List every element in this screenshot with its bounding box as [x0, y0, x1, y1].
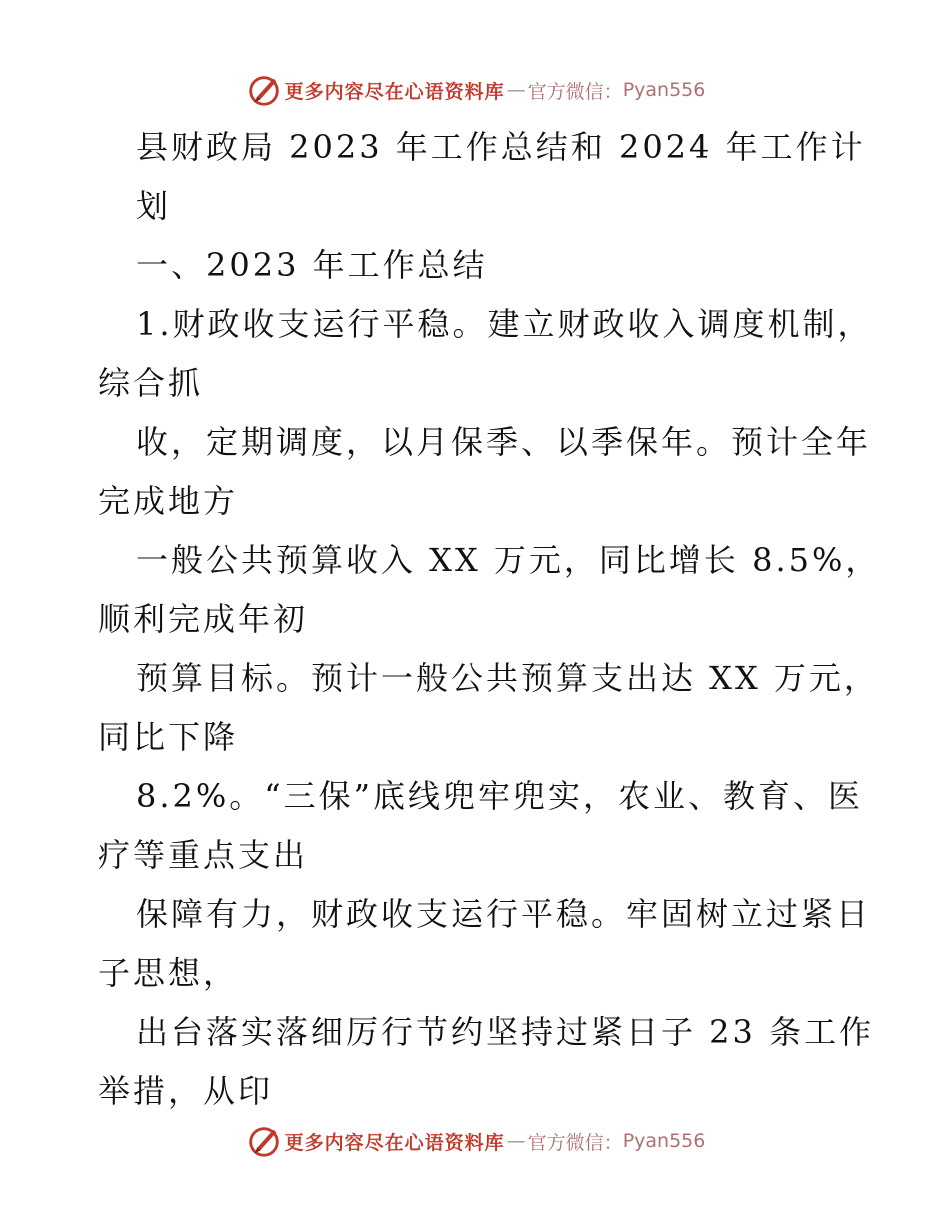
document-title-line-1: 县财政局 2023 年工作总结和 2024 年工作计	[136, 128, 866, 166]
footer-banner	[0, 1121, 950, 1161]
paragraph-line: 8.2%。“三保”底线兜牢兜实，农业、教育、医	[136, 777, 864, 815]
paragraph-line: 1.财政收支运行平稳。建立财政收入调度机制，	[136, 305, 873, 343]
banner-wechat-account: Pyan556	[622, 79, 706, 101]
paragraph-line: 一般公共预算收入 XX 万元，同比增长 8.5%，	[136, 541, 881, 579]
banner-wechat-account: Pyan556	[622, 1130, 706, 1152]
section-heading: 一、2023 年工作总结	[136, 246, 488, 284]
header-banner	[0, 70, 950, 110]
paragraph-line: 举措，从印	[98, 1072, 274, 1110]
quill-logo-icon	[245, 1122, 283, 1160]
paragraph-line: 综合抓	[98, 364, 204, 402]
banner-brand-text: 更多内容尽在心语资料库	[284, 80, 505, 103]
paragraph-line: 疗等重点支出	[98, 836, 309, 874]
banner-dash: —	[506, 79, 526, 101]
banner-wechat-label: 官方微信：	[527, 80, 623, 103]
document-title-line-2: 划	[136, 187, 172, 225]
banner-brand-text: 更多内容尽在心语资料库	[284, 1131, 505, 1154]
paragraph-line: 同比下降	[98, 718, 239, 756]
document-body	[98, 118, 881, 1121]
banner-wechat-label: 官方微信：	[527, 1131, 623, 1154]
paragraph-line: 子思想，	[98, 954, 239, 992]
paragraph-line: 出台落实落细厉行节约坚持过紧日子 23 条工作	[136, 1013, 875, 1051]
paragraph-line: 预算目标。预计一般公共预算支出达 XX 万元，	[136, 659, 879, 697]
paragraph-line: 顺利完成年初	[98, 600, 309, 638]
paragraph-line: 完成地方	[98, 482, 239, 520]
banner-dash: —	[506, 1130, 526, 1152]
paragraph-line: 收，定期调度，以月保季、以季保年。预计全年	[136, 423, 872, 461]
paragraph-line: 保障有力，财政收支运行平稳。牢固树立过紧日	[136, 895, 872, 933]
quill-logo-icon	[245, 71, 283, 109]
